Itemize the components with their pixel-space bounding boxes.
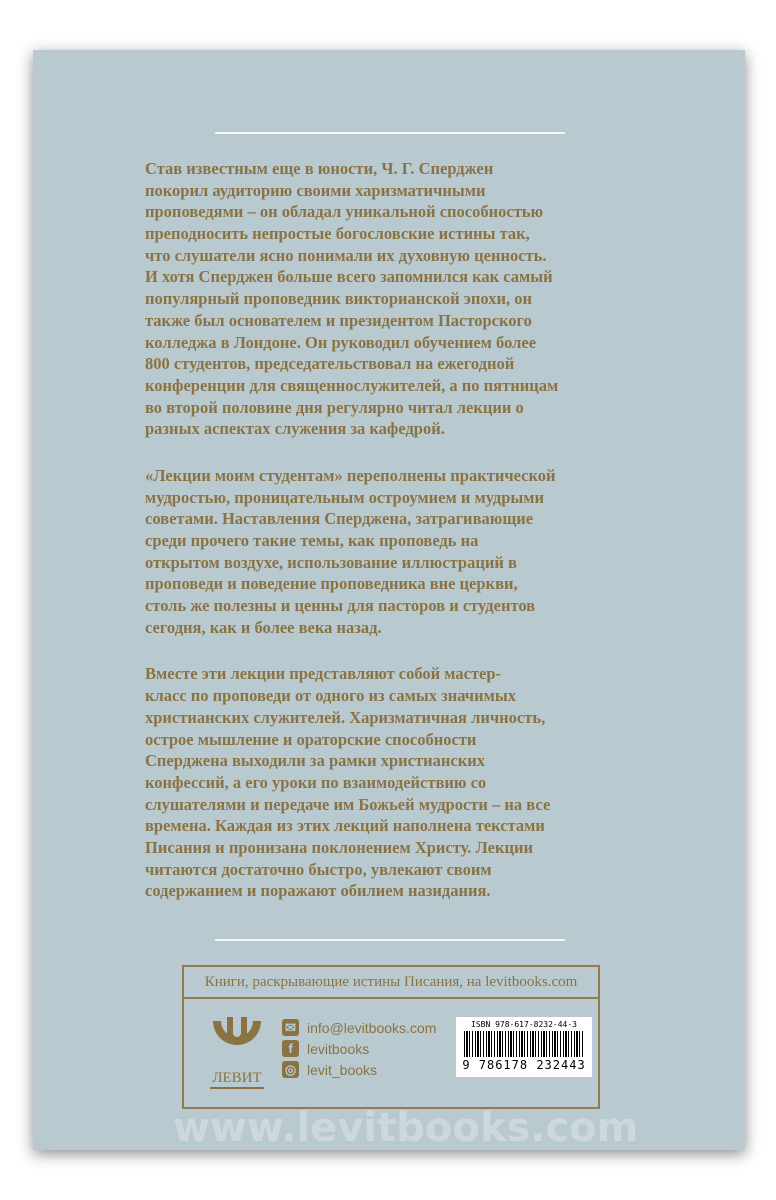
text-line: столь же полезны и ценны для пасторов и студентов [145, 596, 536, 616]
text-line: также был основателем и президентом Пасторского [145, 310, 532, 330]
facebook-link[interactable]: levitbooks [307, 1040, 370, 1057]
facebook-row [282, 1038, 436, 1059]
paragraph [145, 158, 705, 440]
text-line: мудростью, проницательным остроумием и мудрыми [145, 487, 545, 507]
text-line: И хотя Сперджен больше всего запомнился как самый [145, 267, 553, 287]
text-line: сегодня, как и более века назад. [145, 617, 382, 637]
levit-logo-icon [207, 1015, 267, 1063]
text-line: проповедями – он обладал уникальной способностью [145, 202, 544, 222]
text-line: слушателями и передаче им Божьей мудрости – на все [145, 794, 551, 814]
text-line: 800 студентов, председательствовал на ежегодной [145, 354, 515, 374]
contacts [282, 1017, 436, 1080]
text-line: Писания и пронизана поклонением Христу. Лекции [145, 837, 534, 857]
text-line: «Лекции моим студентам» переполнены практической [145, 465, 556, 485]
text-line: Сперджена выходили за рамки христианских [145, 751, 485, 771]
text-line: христианских служителей. Харизматичная личность, [145, 707, 546, 727]
paragraph [145, 663, 705, 902]
isbn-text: ISBN 978-617-8232-44-3 [471, 1020, 577, 1029]
book-back-cover [33, 50, 745, 1150]
publisher-name: ЛЕВИТ [210, 1070, 263, 1089]
text-line: конфессий, а его уроки по взаимодействию со [145, 772, 487, 792]
instagram-link[interactable]: levit_books [307, 1061, 378, 1078]
description-text [145, 158, 705, 902]
mail-icon: ✉ [282, 1019, 299, 1036]
text-line: Вместе эти лекции представляют собой мастер- [145, 664, 502, 684]
instagram-icon: ◎ [282, 1061, 299, 1078]
text-line: содержанием и поражают обилием назидания. [145, 881, 491, 901]
paragraph [145, 465, 705, 639]
text-line: популярный проповедник викторианской эпохи, он [145, 289, 533, 309]
text-line: среди прочего такие темы, как проповедь на [145, 531, 479, 550]
text-line: колледжа в Лондоне. Он руководил обучением более [145, 332, 537, 352]
text-line: читаются достаточно быстро, увлекают своим [145, 859, 492, 879]
facebook-icon: f [282, 1040, 299, 1057]
text-line: преподносить непростые богословские истины так, [145, 224, 530, 244]
text-line: что слушатели ясно понимали их духовную ценность. [145, 245, 547, 265]
paragraph-gap [145, 440, 705, 465]
email-link[interactable]: info@levitbooks.com [307, 1019, 437, 1036]
publisher-box [182, 965, 600, 1109]
bottom-divider [215, 939, 565, 941]
text-line: Став известным еще в юности, Ч. Г. Сперджен [145, 159, 494, 178]
text-line: острое мышление и ораторские способности [145, 729, 477, 749]
publisher-logo [202, 1015, 272, 1089]
text-line: покорил аудиторию своими харизматичными [145, 180, 486, 200]
tagline: Книги, раскрывающие истины Писания, на levitbooks.com [184, 967, 598, 999]
text-line: советами. Наставления Сперджена, затрагивающие [145, 509, 534, 529]
barcode-bars [464, 1031, 584, 1057]
text-line: разных аспектах служения за кафедрой. [145, 419, 445, 439]
text-line: открытом воздухе, использование иллюстраций в [145, 552, 517, 572]
watermark: www.levitbooks.com [173, 1105, 639, 1151]
text-line: во второй половине дня регулярно читал лекции о [145, 397, 524, 417]
instagram-row [282, 1059, 436, 1080]
email-row [282, 1017, 436, 1038]
barcode-number: 9 786178 232443 [462, 1058, 586, 1072]
isbn-barcode [456, 1017, 592, 1077]
text-line: проповеди и поведение проповедника вне церкви, [145, 574, 518, 594]
paragraph-gap [145, 638, 705, 663]
top-divider [215, 132, 565, 134]
text-line: времена. Каждая из этих лекций наполнена текстами [145, 816, 545, 836]
text-line: конференции для священнослужителей, а по пятницам [145, 375, 559, 395]
text-line: класс по проповеди от одного из самых значимых [145, 686, 516, 706]
